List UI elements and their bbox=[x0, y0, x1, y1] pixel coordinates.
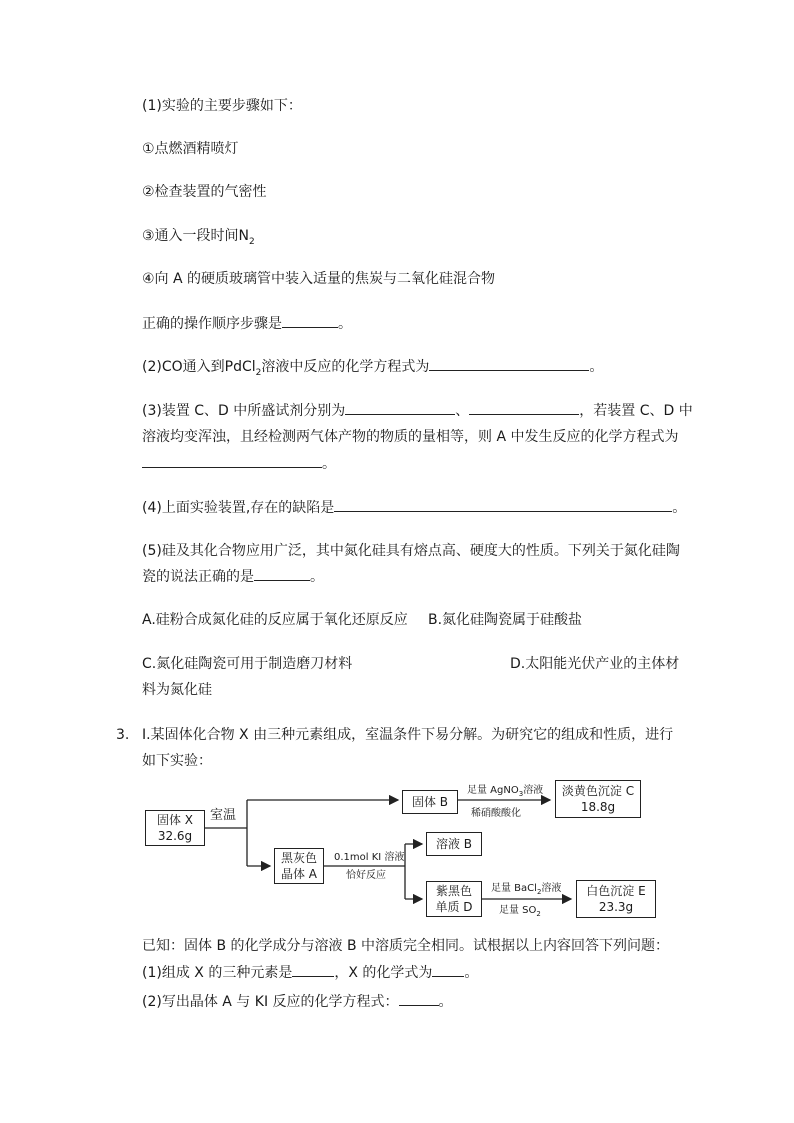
agno3-subscript: 3 bbox=[518, 790, 524, 798]
hno3-label: 稀硝酸酸化 bbox=[471, 808, 521, 819]
solid-x-label: 固体 X bbox=[156, 813, 194, 827]
exact-reaction-label: 恰好反应 bbox=[346, 870, 386, 881]
q5-line-2 bbox=[142, 566, 324, 587]
q3-blank-d[interactable] bbox=[469, 400, 579, 415]
q5-answer-blank[interactable] bbox=[254, 566, 310, 581]
bacl2-label bbox=[491, 883, 561, 898]
q2-suffix: 。 bbox=[589, 359, 604, 375]
precip-c-mass: 18.8g bbox=[580, 800, 616, 814]
q3-line-2: 溶液均变浑浊，且经检测两气体产物的物质的量相等，则 A 中发生反应的化学方程式为 bbox=[142, 429, 679, 445]
sub2-prefix: (2)写出晶体 A 与 KI 反应的化学方程式： bbox=[142, 994, 399, 1010]
q3-equation-blank[interactable] bbox=[142, 453, 322, 468]
sub-question-1 bbox=[142, 962, 478, 983]
q1-step-4: ④向 A 的硬质玻璃管中装入适量的焦炭与二氧化硅混合物 bbox=[142, 271, 496, 287]
so2-label bbox=[499, 905, 541, 920]
element-d-label-2: 单质 D bbox=[435, 900, 473, 914]
precip-e-mass: 23.3g bbox=[598, 900, 634, 914]
element-d-label-1: 紫黑色 bbox=[435, 884, 472, 898]
q4-prefix: (4)上面实验装置,存在的缺陷是 bbox=[142, 500, 335, 516]
solution-b-label: 溶液 B bbox=[435, 837, 473, 851]
q3-blank-c[interactable] bbox=[345, 400, 455, 415]
crystal-a-label-2: 晶体 A bbox=[280, 867, 318, 881]
bacl2-subscript: 2 bbox=[536, 888, 542, 896]
q1-step-3-subscript: 2 bbox=[249, 236, 255, 247]
q1-answer-line bbox=[142, 313, 352, 334]
given-text: 已知：固体 B 的化学成分与溶液 B 中溶质完全相同。试根据以上内容回答下列问题： bbox=[142, 938, 670, 954]
q3-line1-c: ，若装置 C、D 中 bbox=[579, 403, 693, 419]
solid-x-mass: 32.6g bbox=[157, 829, 193, 843]
sub1-suffix: 。 bbox=[464, 965, 479, 981]
q3-line-1 bbox=[142, 400, 693, 421]
q2-line bbox=[142, 356, 603, 383]
so2-subscript: 2 bbox=[536, 910, 541, 918]
sub1-middle: ，X 的化学式为 bbox=[334, 965, 433, 981]
box-precip-e bbox=[576, 880, 656, 918]
precip-e-label: 白色沉淀 E bbox=[586, 884, 646, 898]
q3-line1-b: 、 bbox=[455, 403, 470, 419]
box-solid-x bbox=[145, 810, 205, 846]
q4-line bbox=[142, 497, 686, 518]
agno3-text: 足量 AgNO bbox=[467, 785, 519, 796]
q5-option-d-cont: 料为氮化硅 bbox=[142, 682, 212, 698]
q1-answer-prefix: 正确的操作顺序步骤是 bbox=[142, 316, 282, 332]
precip-c-label: 淡黄色沉淀 C bbox=[561, 784, 635, 798]
sub1-formula-blank[interactable] bbox=[432, 962, 464, 977]
box-solution-b bbox=[426, 832, 482, 856]
agno3-label bbox=[467, 785, 543, 800]
q2-prefix: (2)CO通入到PdCl bbox=[142, 359, 256, 375]
room-temp-label: 室温 bbox=[210, 808, 237, 823]
q5-line2-suffix: 。 bbox=[310, 569, 324, 585]
q1-step-3-text: ③通入一段时间N bbox=[142, 228, 250, 244]
q5-option-c: C.氮化硅陶瓷可用于制造磨刀材料 bbox=[142, 656, 353, 672]
crystal-a-label-1: 黑灰色 bbox=[280, 851, 317, 865]
q5-option-a: A.硅粉合成氮化硅的反应属于氧化还原反应 bbox=[142, 612, 408, 628]
experiment-flow-diagram bbox=[140, 772, 680, 928]
so2-text: 足量 SO bbox=[499, 905, 537, 916]
q5-line-1: (5)硅及其化合物应用广泛，其中氮化硅具有熔点高、硬度大的性质。下列关于氮化硅陶 bbox=[142, 543, 680, 559]
problem-3-number: 3. bbox=[116, 727, 130, 743]
solid-b-label: 固体 B bbox=[411, 795, 449, 809]
sub1-elements-blank[interactable] bbox=[292, 962, 334, 977]
ki-label: 0.1mol KI 溶液 bbox=[334, 852, 405, 863]
box-solid-b bbox=[402, 790, 458, 814]
q5-line2-prefix: 瓷的说法正确的是 bbox=[142, 569, 254, 585]
sub-question-2 bbox=[142, 991, 453, 1012]
q1-step-1: ①点燃酒精喷灯 bbox=[142, 141, 239, 157]
q2-answer-blank[interactable] bbox=[429, 356, 589, 371]
q4-answer-blank[interactable] bbox=[334, 497, 672, 512]
q3-line1-a: (3)装置 C、D 中所盛试剂分别为 bbox=[142, 403, 346, 419]
q1-answer-blank[interactable] bbox=[282, 313, 338, 328]
q3-line-3 bbox=[142, 453, 336, 474]
q2-middle: 溶液中反应的化学方程式为 bbox=[261, 359, 430, 375]
q1-step-2: ②检查装置的气密性 bbox=[142, 184, 267, 200]
box-precip-c bbox=[555, 780, 641, 818]
q5-option-b: B.氮化硅陶瓷属于硅酸盐 bbox=[428, 612, 583, 628]
q1-intro: (1)实验的主要步骤如下： bbox=[142, 98, 302, 114]
bacl2-tail: 溶液 bbox=[541, 883, 562, 894]
bacl2-text: 足量 BaCl bbox=[491, 883, 537, 894]
q4-suffix: 。 bbox=[672, 500, 687, 516]
q2-subscript: 2 bbox=[255, 367, 262, 378]
q3-line3-suffix: 。 bbox=[322, 456, 336, 472]
q5-option-d: D.太阳能光伏产业的主体材 bbox=[510, 656, 680, 672]
sub2-suffix: 。 bbox=[438, 994, 453, 1010]
box-element-d bbox=[426, 881, 482, 917]
q1-answer-suffix: 。 bbox=[338, 316, 352, 332]
problem-3-line-2: 如下实验： bbox=[142, 753, 212, 769]
sub2-equation-blank[interactable] bbox=[399, 991, 439, 1006]
sub1-prefix: (1)组成 X 的三种元素是 bbox=[142, 965, 293, 981]
problem-3-line-1: Ⅰ.某固体化合物 X 由三种元素组成，室温条件下易分解。为研究它的组成和性质，进行 bbox=[142, 727, 674, 743]
q1-step-3 bbox=[142, 226, 255, 252]
agno3-tail: 溶液 bbox=[523, 785, 544, 796]
box-crystal-a bbox=[274, 848, 324, 884]
